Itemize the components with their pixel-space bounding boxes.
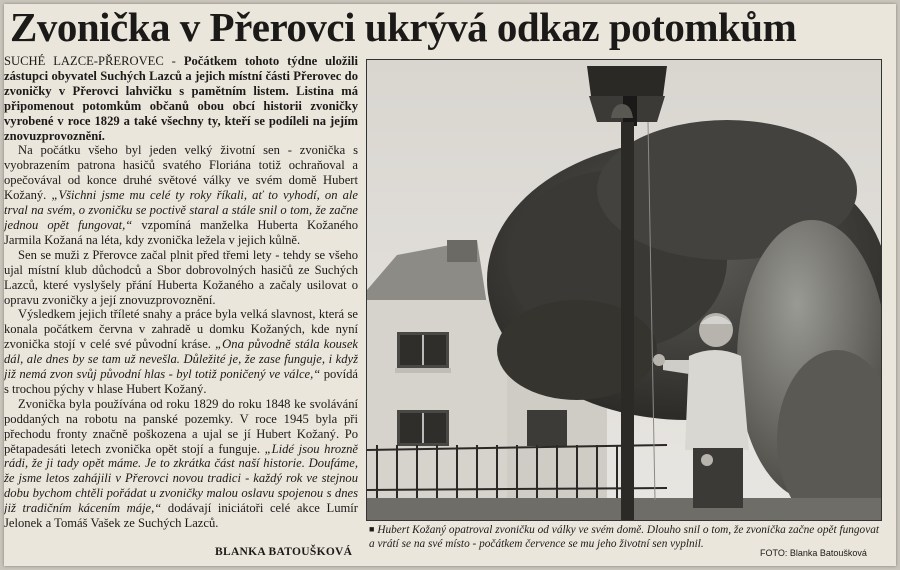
paragraph-text: povídá s trochou pýchy v hlase Hubert Kožaný.: [4, 367, 358, 396]
article-body: [4, 54, 358, 566]
paragraph-text: Výsledkem jejich tříleté snahy a práce byla velká slavnost, která se konala počátkem června v zahradě u domku Kožaných, kde nyní zvonička stojí v celé své původní kráse.: [4, 307, 358, 352]
caption-text: Hubert Kožaný opatroval zvoničku od války ve svém domě. Dlouho snil o tom, že zvonička začne opět fungovat a vrátí se na své místo - počátkem července se mu jeho životní sen vyplnil.: [369, 524, 879, 550]
article-paragraph: [4, 143, 358, 247]
paragraph-quote: „Všichni jsme mu celé ty roky říkali, ať to vyhodí, on ale trval na svém, o zvoničku se poctivě staral a stále snil o tom, že začne jednou opět fungovat,“: [4, 188, 358, 232]
article-paragraph: [4, 248, 358, 308]
news-photo: [366, 59, 882, 521]
article-paragraph: [4, 307, 358, 396]
photo-bell-tower-and-man: [367, 60, 881, 520]
headline: Zvonička v Přerovci ukrývá odkaz potomkům: [10, 4, 797, 50]
paragraph-text: Na počátku všeho byl jeden velký životní sen - zvonička s vyobrazením patrona hasičů svatého Floriána totiž ochraňoval a opečovával od konce druhé světové války ve svém domě Hubert Kožaný.: [4, 143, 358, 203]
article-paragraph: [4, 397, 358, 531]
photo-credit: FOTO: Blanka Batoušková: [760, 548, 867, 558]
paragraph-quote: „Lidé jsou hrozně rádi, že ji tady opět máme. Je to zkrátka část naší historie. Doufáme, že jsme letos zahájili v Přerovci novou tradici - každý rok ve stejnou dobu bychom chtěli pořádat u zvoničky malou oslavu spojenou s dnes již tradičním kácením máje,“: [4, 441, 358, 516]
paragraph-text: dodávají iniciátoři celé akce Lumír Jelonek a Tomáš Vašek ze Suchých Lazců.: [4, 501, 358, 531]
dateline: SUCHÉ LAZCE-PŘEROVEC -: [4, 54, 184, 68]
paragraph-text: Zvonička byla používána od roku 1829 do roku 1848 ke svolávání poddaných na robotu na panské pozemky. V roce 1945 byla při přechodu fronty značně poškozena a ujal se jí Hubert Kožaný. Po pětapadesáti letech zvonička opět stojí a funguje.: [4, 396, 358, 456]
paragraph-text: vzpomíná manželka Huberta Kožaného Jarmila Kožaná na léta, kdy zvonička ležela v jejich kůlně.: [4, 217, 358, 247]
paragraph-quote: „Ona původně stála kousek dál, ale dnes by se tam už nevešla. Důležité je, že zase funguje, i když již nemá zvon svůj původní hlas - byl totiž poničený ve válce,“: [4, 337, 358, 382]
lead-text: Počátkem tohoto týdne uložili zástupci obyvatel Suchých Lazců a jejich místní části Přerovec do zvoničky v Přerovci lahvičku s pamětním listem. Listina má připomenout potomkům občanů obou obcí historii zvoničky vyrobené v roce 1829 a také všechny ty, kteří se podíleli na jejím znovuzprovoznění.: [4, 54, 358, 143]
photo-caption: [369, 522, 879, 551]
byline: BLANKA BATOUŠKOVÁ: [215, 546, 353, 558]
lead-paragraph: [4, 54, 358, 143]
caption-marker: ■: [369, 524, 375, 534]
paragraph-text: Sen se muži z Přerovce začal plnit před třemi lety - tehdy se všeho ujal místní klub důchodců a Sbor dobrovolných hasičů ze Suchých Lazců, které vyslyšely přání Huberta Kožaného a začaly usilovat o opravu zvoničky a její znovuzprovoznění.: [4, 247, 358, 307]
